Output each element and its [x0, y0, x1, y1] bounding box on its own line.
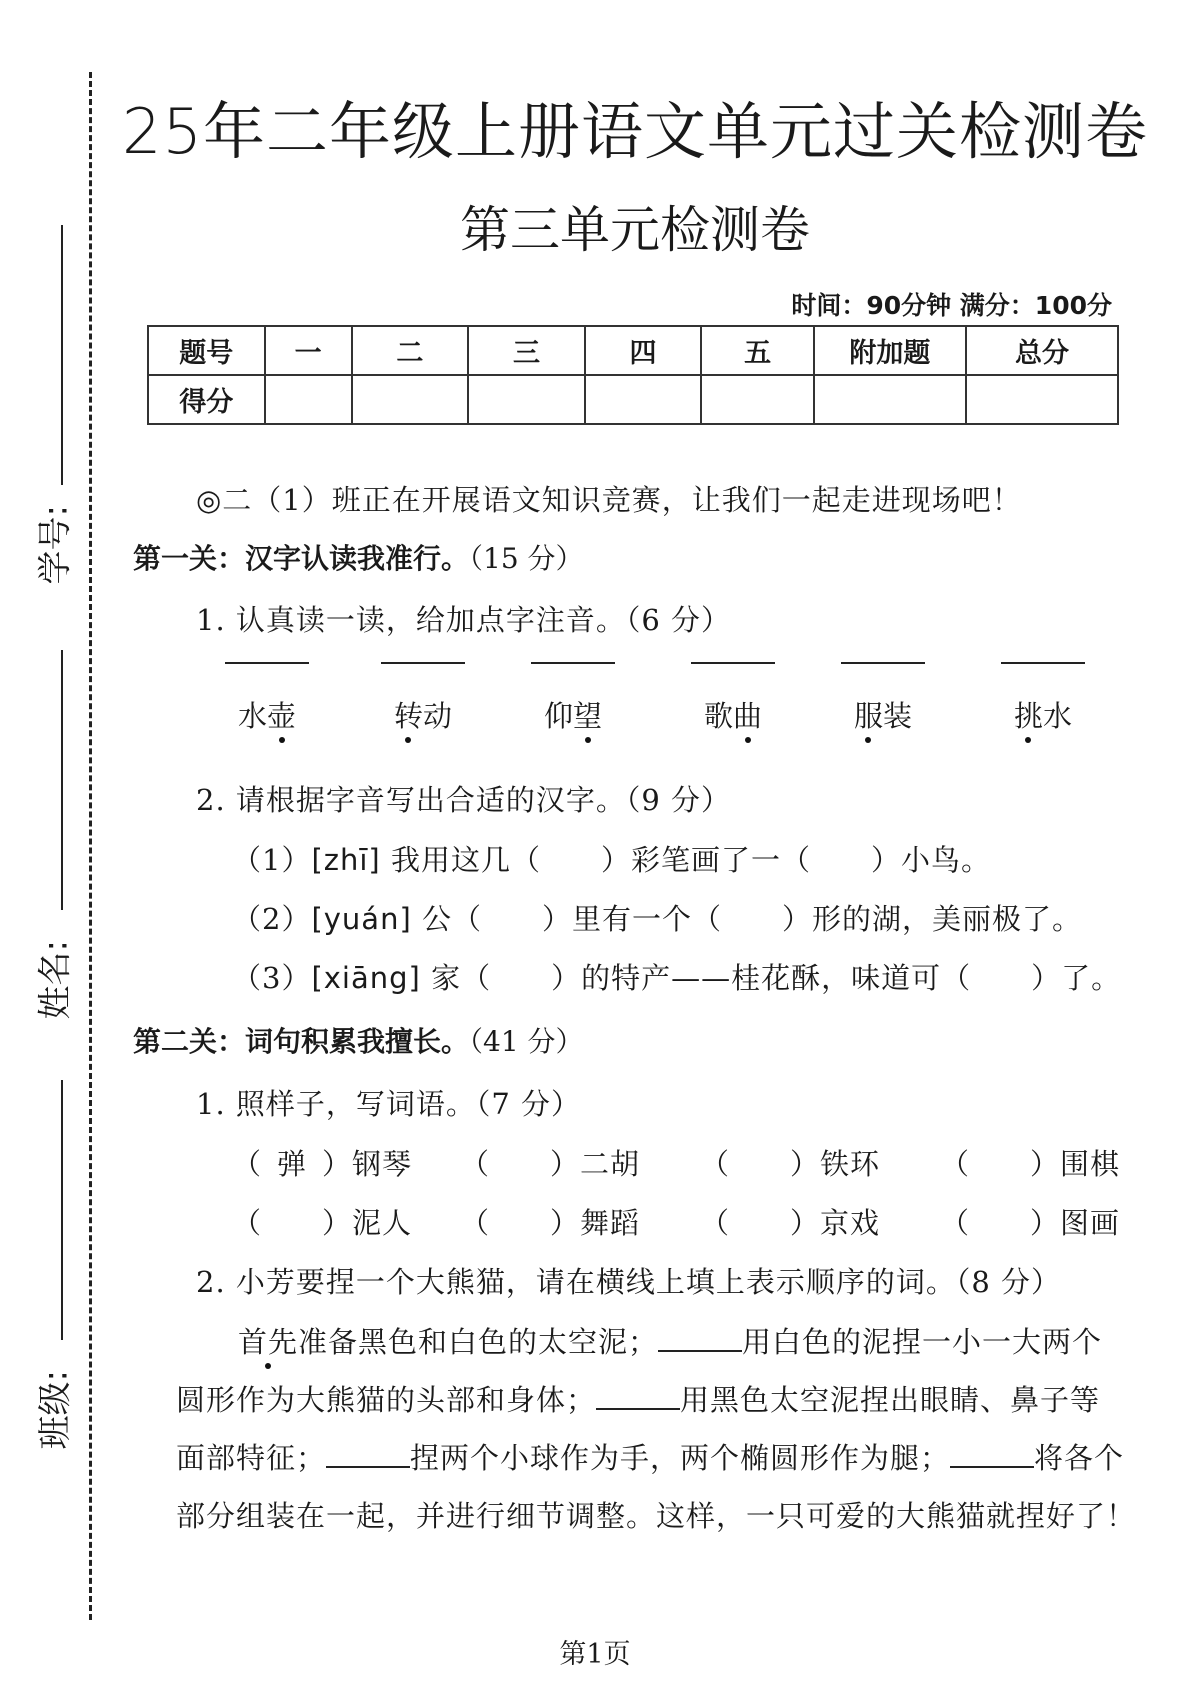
- score-input-cell[interactable]: [468, 375, 585, 424]
- word-text: 围棋: [1060, 1147, 1121, 1181]
- paragraph-text: 面部特征；: [176, 1441, 327, 1475]
- score-input-cell[interactable]: [265, 375, 352, 424]
- paragraph-text: 将各个: [1034, 1441, 1125, 1475]
- order-word-blank[interactable]: [596, 1407, 680, 1410]
- pinyin-answer-line[interactable]: [531, 662, 615, 664]
- item-number: （1）: [232, 843, 312, 877]
- score-input-cell[interactable]: [352, 375, 469, 424]
- pinyin-answer-line[interactable]: [691, 662, 775, 664]
- pinyin-word-item: [998, 662, 1088, 735]
- word-pair-item: （ ）京戏: [700, 1206, 881, 1240]
- s1-q2-text: 2. 请根据字音写出合适的汉字。: [196, 783, 626, 817]
- word-text: 舞蹈: [580, 1206, 641, 1240]
- word-text: 图画: [1060, 1206, 1121, 1240]
- word-text: 京戏: [820, 1206, 881, 1240]
- section1-heading: [133, 537, 584, 577]
- paragraph-text: 用黑色太空泥捏出眼睛、鼻子等: [680, 1383, 1101, 1417]
- word-pair-item: （ ）二胡: [460, 1147, 641, 1181]
- word-char: 装: [883, 699, 913, 733]
- score-table-score-row: [148, 375, 1118, 424]
- dotted-char: 望: [573, 694, 602, 735]
- s2-q2-points: （8 分）: [955, 1265, 1062, 1299]
- example-fill: 弹: [277, 1147, 308, 1181]
- name-write-line[interactable]: [61, 650, 63, 910]
- sentence-part: ）小鸟。: [871, 843, 992, 877]
- s1-q2-prompt: [196, 778, 731, 819]
- section2-points: （41 分）: [469, 1025, 584, 1058]
- item-number: （2）: [232, 902, 312, 936]
- dotted-char: 曲: [733, 694, 762, 735]
- score-table-cell: 题号: [148, 326, 265, 375]
- s1-q2-item: [232, 838, 991, 879]
- score-table-cell: 二: [352, 326, 469, 375]
- word-text: 钢琴: [352, 1147, 413, 1181]
- order-word-blank[interactable]: [326, 1465, 410, 1468]
- word-text: 铁环: [820, 1147, 881, 1181]
- word-pair-item: （ ）舞蹈: [460, 1206, 641, 1240]
- score-table-cell: 总分: [966, 326, 1118, 375]
- order-word-blank[interactable]: [950, 1465, 1034, 1468]
- score-table-cell: 三: [468, 326, 585, 375]
- pinyin-answer-line[interactable]: [225, 662, 309, 664]
- word-pair-item: （ ）铁环: [700, 1147, 881, 1181]
- paragraph-text: 部分组装在一起，并进行细节调整。这样，一只可爱的大熊猫就捏好了！: [176, 1499, 1137, 1533]
- dotted-word: 首先: [238, 1320, 298, 1361]
- paragraph-line: [238, 1320, 1102, 1361]
- s1-q2-points: （9 分）: [625, 783, 732, 817]
- binding-dashed-line: [89, 72, 92, 1620]
- student-id-write-line[interactable]: [61, 225, 63, 485]
- word-pair-item: （ ）泥人: [232, 1206, 413, 1240]
- word-char: 歌: [703, 699, 733, 733]
- section1-title: 第一关：汉字认读我准行。: [133, 542, 470, 575]
- sentence-part: ）彩笔画了一（: [600, 843, 811, 877]
- section2-title: 第二关：词句积累我擅长。: [133, 1025, 470, 1058]
- paragraph-line: [176, 1494, 1136, 1535]
- score-table-cell: 五: [701, 326, 814, 375]
- paragraph-line: [176, 1378, 1100, 1419]
- sentence-part: ）形的湖，美丽极了。: [782, 902, 1083, 936]
- paragraph-line: [176, 1436, 1124, 1477]
- score-table: [147, 325, 1119, 425]
- sentence-part: 家（: [431, 961, 492, 995]
- intro-text: ◎二（1）班正在开展语文知识竞赛，让我们一起走进现场吧！: [196, 483, 1022, 517]
- dotted-char: 转: [394, 694, 423, 735]
- score-table-cell: 四: [585, 326, 702, 375]
- sentence-part: 公（: [422, 902, 483, 936]
- score-input-cell[interactable]: [814, 375, 966, 424]
- section1-points: （15 分）: [469, 542, 584, 575]
- sentence-part: ）里有一个（: [542, 902, 723, 936]
- score-table-cell: 一: [265, 326, 352, 375]
- s1-q2-item: [232, 897, 1082, 938]
- s1-q1-text: 1. 认真读一读，给加点字注音。: [196, 603, 626, 637]
- pinyin-word-item: [838, 662, 928, 735]
- pinyin-word-item: [378, 662, 468, 735]
- s2-q2-prompt: [196, 1260, 1061, 1301]
- s2-q1-points: （7 分）: [475, 1087, 582, 1121]
- section2-heading: [133, 1020, 584, 1060]
- score-row-label: 得分: [148, 375, 265, 424]
- class-write-line[interactable]: [61, 1080, 63, 1340]
- word-char: 水: [1043, 699, 1073, 733]
- page-title: 25年二年级上册语文单元过关检测卷: [122, 95, 1148, 168]
- s2-q1-prompt: [196, 1082, 581, 1123]
- dotted-char: 挑: [1014, 694, 1043, 735]
- pinyin-answer-line[interactable]: [841, 662, 925, 664]
- pinyin-text: [xiāng]: [311, 961, 421, 995]
- page-number: 第1页: [559, 1639, 631, 1670]
- dotted-char: 服: [854, 694, 883, 735]
- score-input-cell[interactable]: [701, 375, 814, 424]
- sentence-part: ）了。: [1031, 961, 1122, 995]
- word-text: 二胡: [580, 1147, 641, 1181]
- dotted-char: 壶: [267, 694, 296, 735]
- word-text: 泥人: [352, 1206, 413, 1240]
- pinyin-text: [yuán]: [311, 902, 412, 936]
- pinyin-word-item: [222, 662, 312, 735]
- s2-q2-text: 2. 小芳要捏一个大熊猫，请在横线上填上表示顺序的词。: [196, 1265, 956, 1299]
- pinyin-text: [zhī]: [311, 843, 381, 877]
- item-number: （3）: [232, 961, 312, 995]
- paragraph-text: 圆形作为大熊猫的头部和身体；: [176, 1383, 597, 1417]
- class-label: 班级:: [35, 1370, 76, 1450]
- sentence-part: ）的特产——桂花酥，味道可（: [551, 961, 972, 995]
- pinyin-word-item: [528, 662, 618, 735]
- score-table-header-row: [148, 326, 1118, 375]
- pinyin-word-item: [688, 662, 778, 735]
- sentence-part: 我用这几（: [390, 843, 541, 877]
- s1-q1-prompt: [196, 598, 731, 639]
- score-input-cell[interactable]: [966, 375, 1118, 424]
- score-table-cell: 附加题: [814, 326, 966, 375]
- student-id-label: 学号:: [35, 505, 76, 585]
- paragraph-text: 准备黑色和白色的太空泥；: [298, 1325, 659, 1359]
- name-label: 姓名:: [35, 940, 76, 1020]
- s1-q2-item: [232, 956, 1121, 997]
- word-char: 动: [423, 699, 453, 733]
- paragraph-text: 捏两个小球作为手，两个椭圆形作为腿；: [410, 1441, 951, 1475]
- score-input-cell[interactable]: [585, 375, 702, 424]
- s2-q1-text: 1. 照样子，写词语。: [196, 1087, 476, 1121]
- word-char: 水: [237, 699, 267, 733]
- word-char: 仰: [543, 699, 573, 733]
- time-score-info: 时间：90分钟 满分：100分: [791, 291, 1112, 320]
- pinyin-answer-line[interactable]: [1001, 662, 1085, 664]
- word-pair-item: （ ）图画: [940, 1206, 1121, 1240]
- pinyin-answer-line[interactable]: [381, 662, 465, 664]
- word-pair-item: （ 弹 ）钢琴: [232, 1142, 412, 1183]
- page-subtitle: 第三单元检测卷: [460, 201, 810, 259]
- word-pair-item: （ ）围棋: [940, 1147, 1121, 1181]
- s1-q1-points: （6 分）: [625, 603, 732, 637]
- order-word-blank[interactable]: [658, 1349, 742, 1352]
- paragraph-text: 用白色的泥捏一小一大两个: [742, 1325, 1103, 1359]
